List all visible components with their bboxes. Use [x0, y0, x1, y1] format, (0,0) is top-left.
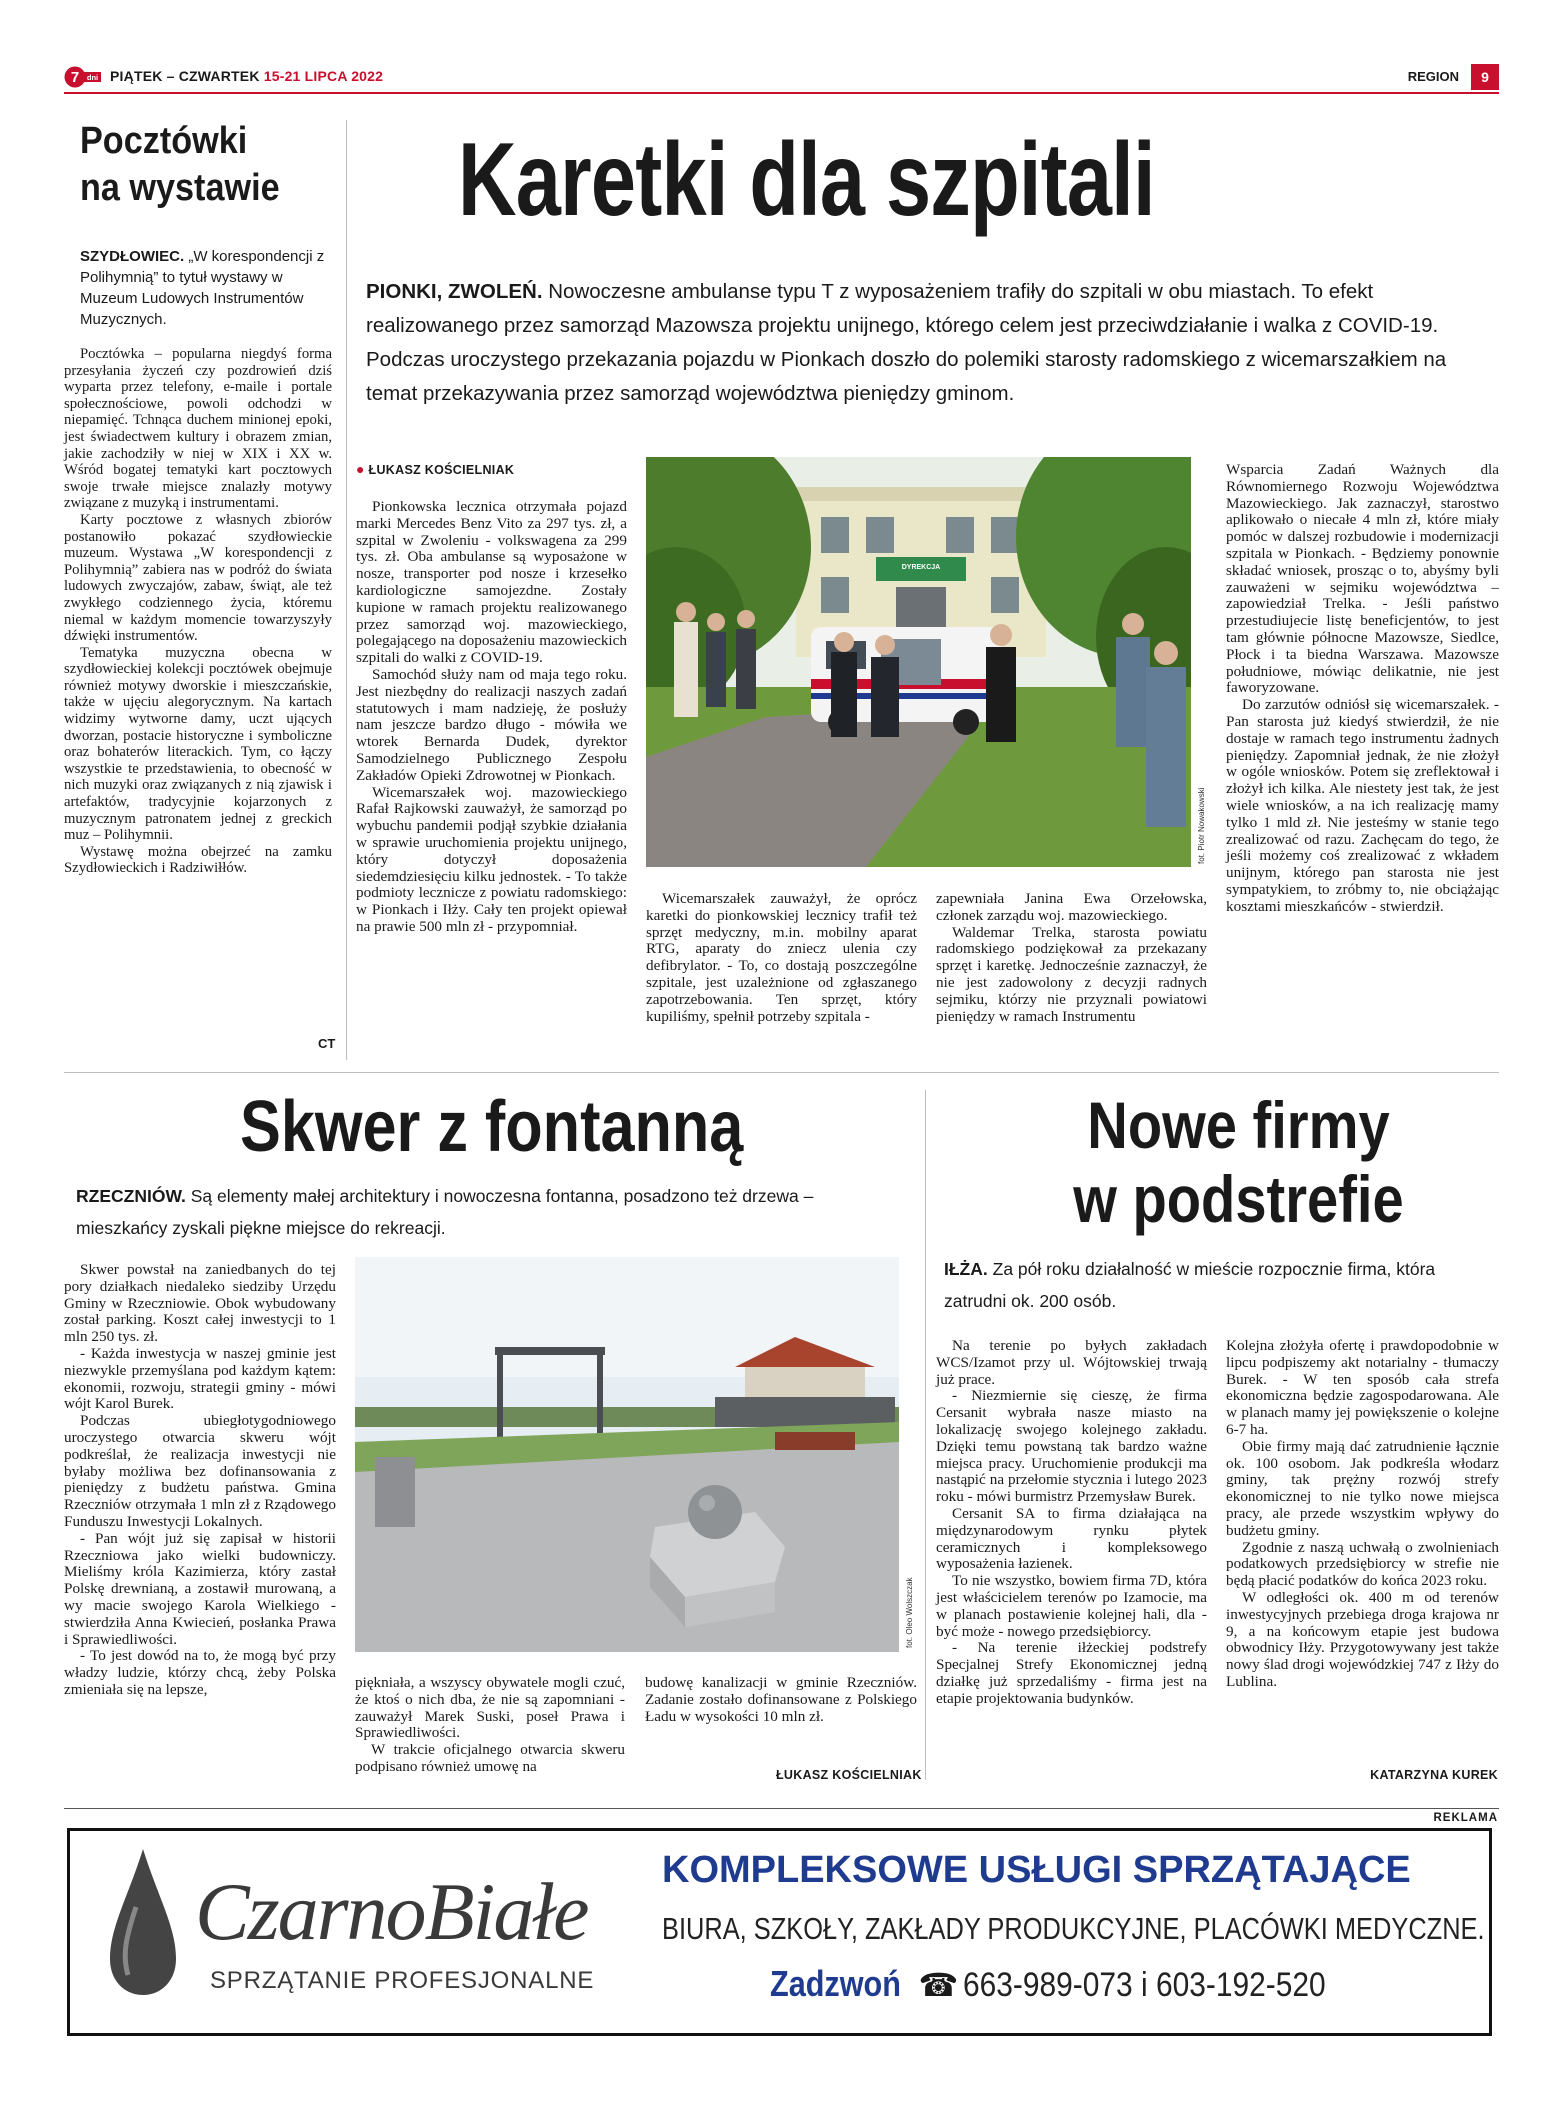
issue-date-range: 15-21 LIPCA 2022: [263, 68, 384, 84]
svg-text:7: 7: [70, 69, 80, 86]
left-article-signature: CT: [318, 1036, 336, 1051]
issue-date: PIĄTEK – CZWARTEK 15-21 LIPCA 2022: [110, 68, 384, 84]
advertisement: [67, 1828, 1492, 2036]
ad-services: BIURA, SZKOŁY, ZAKŁADY PRODUKCYJNE, PLACÓWKI MEDYCZNE.: [662, 1911, 1485, 1946]
main-article-byline: ● ŁUKASZ KOŚCIELNIAK: [356, 461, 515, 477]
svg-text:dni: dni: [86, 73, 99, 82]
ad-label: REKLAMA: [1433, 1812, 1498, 1824]
ad-contact: [770, 1963, 1375, 2005]
newspaper-logo: [64, 66, 102, 88]
skwer-article-byline: ŁUKASZ KOŚCIELNIAK: [776, 1768, 922, 1782]
main-article-title: Karetki dla szpitali: [458, 122, 1155, 238]
skwer-article-title: Skwer z fontanną: [240, 1087, 744, 1167]
skwer-article-col3: budowę kanalizacji w gminie Rzeczniów. Zadanie zostało dofinansowane z Polskiego Ładu w wysokości 10 mln zł.: [645, 1674, 917, 1725]
page-header: [64, 64, 1499, 94]
ad-headline: KOMPLEKSOWE USŁUGI SPRZĄTAJĄCE: [662, 1849, 1411, 1891]
fountain-photo-credit: fot. Oleo Wolszczak: [905, 1577, 914, 1648]
ad-tagline: SPRZĄTANIE PROFESJONALNE: [210, 1967, 595, 1994]
firmy-article-title: Nowe firmy w podstrefie: [1073, 1088, 1404, 1236]
firmy-article-col2: Kolejna złożyła ofertę i prawdopodobnie w lipcu podpiszemy akt notarialny - tłumaczy Burek. - W ten sposób cała strefa ekonomiczna będzie zagospodarowana. Ale w planach mamy jej powiększenie o kolejne 6-7 ha. Obie firmy mają dać zatrudnienie łącznie ok. 100 osobom. Jak podkreśla włodarz gminy, tak prężny rozwój strefy ekonomicznej to nie tylko nowe miejsca pracy, ale przede wszystkim wpływy do budżetu gminy. Zgodnie z naszą uchwałą o zwolnieniach podatkowych przedsiębiorcy w strefie nie będą płacić podatków do końca 2023 roku. W odległości ok. 400 m od terenów inwestycyjnych przebiega droga krajowa nr 9, a na końcowym etapie jest budowa obwodnicy Iłży. Przygotowywany jest także nowy ślad drogi wojewódzkiej 747 z Iłży do Lublina.: [1226, 1337, 1499, 1690]
column-divider: [925, 1090, 926, 1780]
ad-phones: 663-989-073 i 603-192-520: [962, 1966, 1326, 2004]
ad-brand: CzarnoBiałe: [195, 1866, 588, 1957]
main-article-lead: PIONKI, ZWOLEŃ. Nowoczesne ambulanse typu T z wyposażeniem trafiły do szpitali w obu miastach. To efekt realizowanego przez samorząd Mazowsza projektu unijnego, którego celem jest przeciwdziałanie i walka z COVID-19. Podczas uroczystego przekazania pojazdu w Pionkach doszło do polemiki starosty radomskiego z wicemarszałkiem na temat przekazywania przez samorząd województwa pieniędzy gminom.: [366, 280, 1447, 405]
firmy-article-col1: Na terenie po byłych zakładach WCS/Izamot przy ul. Wójtowskiej trwają już prace. - Niezmiernie się cieszę, że firma Cersanit wybrała nasze miasto na lokalizację swojego kolejnego zakładu. Dzięki temu powstaną tak bardzo ważne miejsca pracy. Uruchomienie produkcji ma nastąpić na przełomie stycznia i lutego 2023 roku - mówi burmistrz Przemysław Burek. Cersanit SA to firma działająca na międzynarodowym rynku płytek ceramicznych i kompleksowego wyposażenia łazienek. To nie wszystko, bowiem firma 7D, która jest właścicielem terenów po Izamocie, ma w planach postawienie kolejnej hali, dla - być może - nowego przedsiębiorcy. - Na terenie iłżeckiej podstrefy Specjalnej Strefy Ekonomicznej jedną działkę już sprzedaliśmy - firma jest na etapie projektowania budynków.: [936, 1337, 1207, 1707]
ad-top-rule: [64, 1808, 1499, 1809]
main-article-col3: zapewniała Janina Ewa Orzełowska, członek zarządu woj. mazowieckiego. Waldemar Trelka, starosta powiatu radomskiego podziękował za przekazany sprzęt i karetkę. Jednocześnie zaznaczył, że nie jest zadowolony z decyzji radnych sejmiku, którzy nie przyznali powiatowi pieniędzy w ramach Instrumentu: [936, 890, 1207, 1025]
column-divider: [346, 120, 347, 1060]
ambulance-photo-illustration: [646, 457, 1191, 867]
main-article-col2: Wicemarszałek zauważył, że oprócz karetki do pionkowskiej lecznicy trafił też sprzęt medyczny, m.in. mobilny aparat RTG, aparaty do zniecz ulenia czy defibrylator. - To, co dostają poszczególne szpitale, jest uzależnione od zgłaszanego zapotrzebowania. Ten sprzęt, który kupiliśmy, spełnił potrzeby szpitala -: [646, 890, 917, 1025]
section-name: REGION: [1407, 69, 1459, 84]
fountain-square-photo: [355, 1257, 899, 1652]
phone-icon: ☎: [918, 1967, 959, 2003]
skwer-article-col2: piękniała, a wszyscy obywatele mogli czuć, że ktoś o nich dba, że nie są zapomniani - zauważył Marek Suski, poseł Prawa i Sprawiedliwości. W trakcie oficjalnego otwarcia skweru podpisano również umowę na: [355, 1674, 625, 1775]
skwer-article-col1: Skwer powstał na zaniedbanych do tej pory działkach niedaleko siedziby Urzędu Gminy w Rzeczniowie. Obok wybudowany został parking. Koszt całej inwestycji to 1 mln 250 tys. zł. - Każda inwestycja w naszej gminie jest niezwykle przemyślana pod każdym kątem: ekonomii, rozwoju, strategii gminy - mówi wójt Karol Burek. Podczas ubiegłotygodniowego uroczystego otwarcia skweru wójt podkreślał, że realizacja inwestycji nie byłaby możliwa bez dofinansowania z pieniędzy z budżetu państwa. Gmina Rzeczniów otrzymała 1 mln zł z Rządowego Funduszu Inwestycji Lokalnych. - Pan wójt już się zapisał w historii Rzeczniowa jako wielki budowniczy. Mieliśmy króla Kazimierza, który zastał Polskę drewnianą, a zostawił murowaną, a wy macie swojego Karola Wielkiego - stwierdziła Anna Kwiecień, posłanka Prawa i Sprawiedliwości. - To jest dowód na to, że mogą być przy władzy ludzie, którzy chcą, żeby Polska zmieniała się na lepsze,: [64, 1261, 336, 1698]
skwer-article-lead: RZECZNIÓW. Są elementy małej architektury i nowoczesna fontanna, posadzono też drzewa – mieszkańcy zyskali piękne miejsce do rekreacji.: [76, 1186, 814, 1238]
left-article-body: Pocztówka – popularna niegdyś forma przesyłania życzeń czy pozdrowień dziś wyparta przez telefony, e-maile i portale społecznościowe, powoli odchodzi w niepamięć. Tchnąca duchem minionej epoki, jest świadectwem kultury i obrazem zmian, jakie zachodziły w niej w XIX i XX w. Wśród bogatej tematyki kart pocztowych swoje trwałe miejsce znalazły motywy związane z muzyką i instrumentami. Karty pocztowe z własnych zbiorów postanowiło pokazać szydłowieckie muzeum. Wystawa „W korespondencji z Polihymnią” zabiera nas w podróż do świata ludowych zwyczajów, zabaw, świąt, ale też zwykłego codziennego życia, któremu niemal w każdym momencie towarzyszyły dźwięki instrumentów. Tematyka muzyczna obecna w szydłowieckiej kolekcji pocztówek obejmuje również motywy dworskie i mieszczańskie, także w ujęciu alegorycznym. Na kartach widzimy wytworne damy, uczt ujących dworzan, postacie historyczne i symboliczne oraz bohaterów literackich. Tym, co łączy wszystkie te przedstawienia, to obecność w nich muzyki oraz związanych z nią zjawisk i artefaktów, tradycyjnie kojarzonych z muzycznym patronatem jednej z greckich muz – Polihymnii. Wystawę można obejrzeć na zamku Szydłowieckich i Radziwiłłów.: [64, 346, 332, 877]
water-drop-icon: [108, 1847, 178, 1997]
ad-call-label: Zadzwoń: [770, 1963, 901, 2004]
sign-text: DYREKCJA: [901, 564, 941, 571]
ambulance-photo-credit: fot. Piotr Nowakowski: [1197, 787, 1206, 864]
firmy-article-lead: IŁŻA. Za pół roku działalność w mieście rozpocznie firma, która zatrudni ok. 200 osób.: [944, 1259, 1436, 1311]
left-article-title: Pocztówki na wystawie: [80, 120, 280, 209]
bullet-icon: ●: [356, 461, 365, 477]
fountain-square-illustration: [355, 1257, 899, 1652]
main-article-col1: Pionkowska lecznica otrzymała pojazd marki Mercedes Benz Vito za 297 tys. zł, a szpital w Zwoleniu - volkswagena za 299 tys. zł. Oba ambulanse są wyposażone w nosze, transporter pod nosze i krzesełko kardiologiczne samojezdne. Zostały kupione w ramach projektu realizowanego przez samorząd woj. mazowieckiego, polegającego na doposażeniu mazowieckich szpitali do walki z COVID-19. Samochód służy nam od maja tego roku. Jest niezbędny do realizacji naszych zadań statutowych i mam nadzieję, że posłuży nam jeszcze bardzo długo - mówiła we wtorek Bernarda Dudek, dyrektor Samodzielnego Publicznego Zespołu Zakładów Opieki Zdrowotnej w Pionkach. Wicemarszałek woj. mazowieckiego Rafał Rajkowski zauważył, że samorząd po wybuchu pandemii podjął szybkie działania w sprawie uruchomienia projektu unijnego, który dotyczył doposażenia siedemdziesięciu kilku jednostek. - To także podmioty lecznicze z powiatu radomskiego: w Pionkach i Iłży. Cały ten projekt opiewał na prawie 500 mln zł - przypomniał.: [356, 498, 627, 935]
firmy-article-byline: KATARZYNA KUREK: [1370, 1768, 1498, 1782]
ambulance-photo: [646, 457, 1191, 867]
main-article-col4: Wsparcia Zadań Ważnych dla Równomiernego Rozwoju Województwa Mazowieckiego. Jak zaznaczył, starostwo aplikowało o niecałe 4 mln zł, które miały pomóc w dalszej rozbudowie i modernizacji szpitala w Pionkach. - Będziemy ponownie składać wniosek, prosząc o to, abyśmy byli zauważeni w sejmiku województwa – zapowiedział Trelka. - Jeśli państwo przestudiujecie listę beneficjentów, to jest tam głównie północne Mazowsze, Siedlce, Płock i ta biedna Warszawa. Mazowsze południowe, mówiąc delikatnie, nie jest faworyzowane. Do zarzutów odniósł się wicemarszałek. - Pan starosta już kiedyś stwierdził, że nie dostaje w ramach tego instrumentu żadnych pieniędzy. Zapomniał jednak, że nie złożył w ogóle wniosków. Potem się zreflektował i złożył ich kilka. Ale niestety jest tak, że jest wiele wniosków, a na ich realizację mamy tylko 1 mld zł. Nie jesteśmy w stanie tego zrealizować od razu. Zachęcam do tego, że jeśli możemy coś zrealizować z wkładem unijnym, którego pan starosta nie jest sympatykiem, to zróbmy to, nie obciążając kosztami mieszkańców - stwierdził.: [1226, 461, 1499, 915]
page-number: 9: [1471, 64, 1499, 90]
section-divider: [64, 1072, 1499, 1073]
left-article-lead: SZYDŁOWIEC. „W korespondencji z Polihymnią” to tytuł wystawy w Muzeum Ludowych Instrumentów Muzycznych.: [80, 248, 325, 328]
